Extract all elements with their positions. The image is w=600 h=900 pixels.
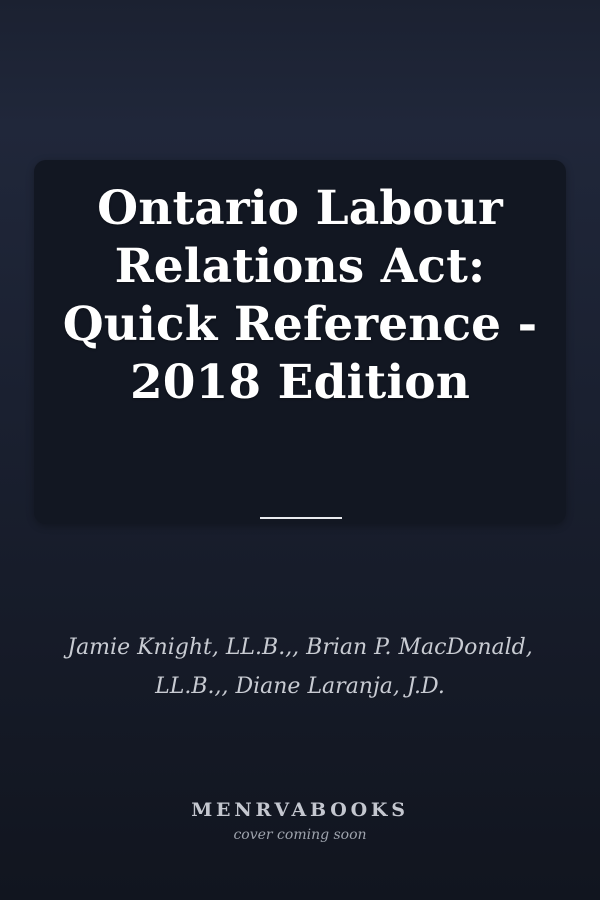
book-authors: Jamie Knight, LL.B.,, Brian P. MacDonald, LL.B.,, Diane Laranja, J.D. — [67, 635, 533, 699]
book-title: Ontario Labour Relations Act: Quick Reference - 2018 Edition — [62, 181, 538, 410]
cover-status-tagline: cover coming soon — [233, 827, 367, 843]
publisher-name: MENRVABOOKS — [191, 799, 409, 821]
title-divider — [260, 517, 342, 519]
